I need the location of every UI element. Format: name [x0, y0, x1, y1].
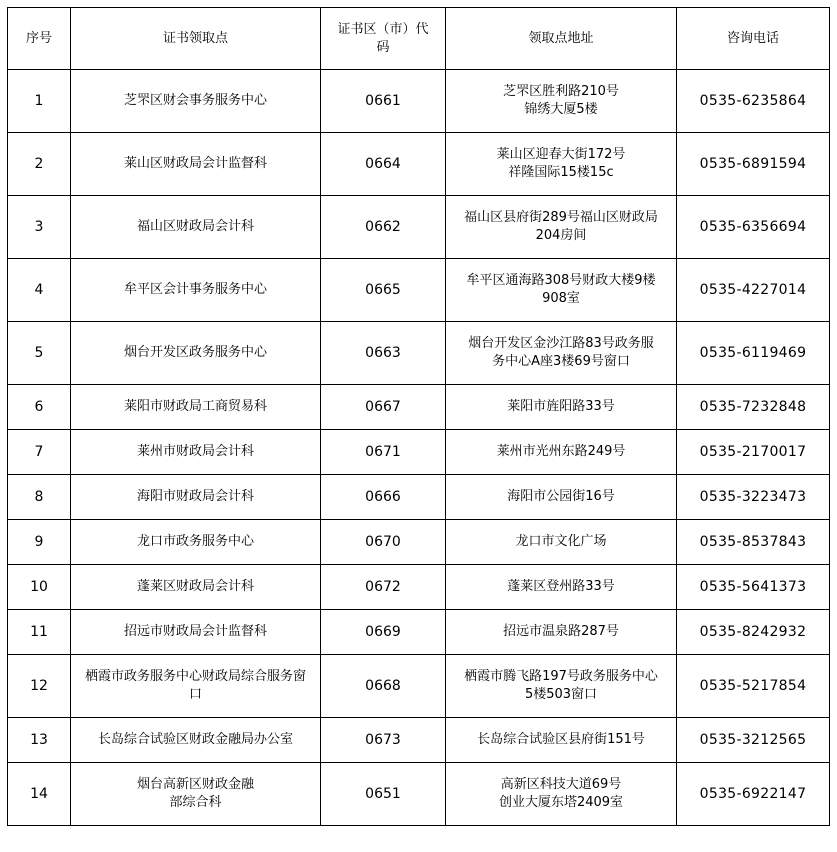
row-phone: 0535-6235864	[677, 70, 830, 133]
table-row	[8, 475, 830, 520]
row-serial-number: 5	[8, 322, 71, 385]
row-phone: 0535-3223473	[677, 475, 830, 520]
row-address	[446, 70, 677, 133]
row-address	[446, 718, 677, 763]
row-phone: 0535-6356694	[677, 196, 830, 259]
header-district-code: 证书区（市）代码	[321, 8, 446, 70]
address-line: 高新区科技大道69号	[500, 777, 622, 792]
address-line: 莱山区迎春大街172号	[496, 147, 626, 162]
row-district-code: 0661	[321, 70, 446, 133]
row-pickup-point: 蓬莱区财政局会计科	[71, 565, 321, 610]
row-serial-number: 11	[8, 610, 71, 655]
row-district-code: 0670	[321, 520, 446, 565]
row-pickup-point: 招远市财政局会计监督科	[71, 610, 321, 655]
address-line: 莱阳市旌阳路33号	[507, 399, 615, 414]
row-serial-number: 4	[8, 259, 71, 322]
row-address	[446, 565, 677, 610]
address-line: 祥隆国际15楼15c	[508, 165, 614, 180]
row-phone: 0535-4227014	[677, 259, 830, 322]
table-row	[8, 385, 830, 430]
address-line: 招远市温泉路287号	[503, 624, 619, 639]
row-address	[446, 520, 677, 565]
row-phone: 0535-5217854	[677, 655, 830, 718]
row-serial-number: 12	[8, 655, 71, 718]
table-row	[8, 322, 830, 385]
address-line: 务中心A座3楼69号窗口	[492, 354, 630, 369]
row-district-code: 0673	[321, 718, 446, 763]
row-pickup-point: 烟台开发区政务服务中心	[71, 322, 321, 385]
address-line: 蓬莱区登州路33号	[507, 579, 615, 594]
row-district-code: 0669	[321, 610, 446, 655]
address-line: 牟平区通海路308号财政大楼9楼	[466, 273, 656, 288]
address-line: 芝罘区胜利路210号	[503, 84, 619, 99]
header-serial-number: 序号	[8, 8, 71, 70]
row-phone: 0535-3212565	[677, 718, 830, 763]
row-address	[446, 475, 677, 520]
row-district-code: 0672	[321, 565, 446, 610]
table-row	[8, 763, 830, 826]
row-pickup-point: 莱州市财政局会计科	[71, 430, 321, 475]
row-serial-number: 9	[8, 520, 71, 565]
address-line: 莱州市光州东路249号	[496, 444, 626, 459]
header-address: 领取点地址	[446, 8, 677, 70]
table-row	[8, 70, 830, 133]
row-address	[446, 385, 677, 430]
address-line: 烟台开发区金沙江路83号政务服	[468, 336, 654, 351]
row-phone: 0535-6922147	[677, 763, 830, 826]
row-phone: 0535-8537843	[677, 520, 830, 565]
row-serial-number: 2	[8, 133, 71, 196]
table-row	[8, 196, 830, 259]
address-line: 5楼503窗口	[524, 687, 598, 702]
certificate-pickup-table	[7, 7, 830, 826]
address-line: 创业大厦东塔2409室	[498, 795, 624, 810]
row-address	[446, 259, 677, 322]
header-pickup-point: 证书领取点	[71, 8, 321, 70]
table-body	[8, 70, 830, 826]
row-address	[446, 655, 677, 718]
row-district-code: 0667	[321, 385, 446, 430]
row-pickup-point: 长岛综合试验区财政金融局办公室	[71, 718, 321, 763]
address-line: 龙口市文化广场	[515, 534, 607, 549]
row-phone: 0535-2170017	[677, 430, 830, 475]
table-row	[8, 565, 830, 610]
row-pickup-point: 芝罘区财会事务服务中心	[71, 70, 321, 133]
row-district-code: 0664	[321, 133, 446, 196]
row-serial-number: 10	[8, 565, 71, 610]
row-address	[446, 196, 677, 259]
table-row	[8, 259, 830, 322]
row-serial-number: 7	[8, 430, 71, 475]
table-row	[8, 718, 830, 763]
row-pickup-point: 莱阳市财政局工商贸易科	[71, 385, 321, 430]
table-row	[8, 655, 830, 718]
row-pickup-point: 栖霞市政务服务中心财政局综合服务窗 口	[71, 655, 321, 718]
row-pickup-point: 莱山区财政局会计监督科	[71, 133, 321, 196]
row-pickup-point: 龙口市政务服务中心	[71, 520, 321, 565]
row-phone: 0535-5641373	[677, 565, 830, 610]
row-address	[446, 133, 677, 196]
address-line: 908室	[542, 291, 580, 306]
row-pickup-point: 福山区财政局会计科	[71, 196, 321, 259]
row-serial-number: 1	[8, 70, 71, 133]
row-serial-number: 14	[8, 763, 71, 826]
row-serial-number: 3	[8, 196, 71, 259]
table-row	[8, 430, 830, 475]
row-pickup-point: 牟平区会计事务服务中心	[71, 259, 321, 322]
row-district-code: 0671	[321, 430, 446, 475]
row-address	[446, 430, 677, 475]
row-district-code: 0662	[321, 196, 446, 259]
row-district-code: 0668	[321, 655, 446, 718]
row-district-code: 0663	[321, 322, 446, 385]
row-serial-number: 13	[8, 718, 71, 763]
row-district-code: 0665	[321, 259, 446, 322]
address-line: 海阳市公园街16号	[507, 489, 615, 504]
row-phone: 0535-7232848	[677, 385, 830, 430]
table-row	[8, 610, 830, 655]
row-serial-number: 6	[8, 385, 71, 430]
row-serial-number: 8	[8, 475, 71, 520]
row-phone: 0535-6891594	[677, 133, 830, 196]
header-phone: 咨询电话	[677, 8, 830, 70]
address-line: 长岛综合试验区县府街151号	[477, 732, 645, 747]
address-line: 栖霞市腾飞路197号政务服务中心	[464, 669, 658, 684]
row-address	[446, 763, 677, 826]
table-row	[8, 520, 830, 565]
address-line: 锦绣大厦5楼	[524, 102, 598, 117]
row-address	[446, 610, 677, 655]
row-district-code: 0651	[321, 763, 446, 826]
row-address	[446, 322, 677, 385]
table-header-row	[8, 8, 830, 70]
row-phone: 0535-8242932	[677, 610, 830, 655]
row-pickup-point: 烟台高新区财政金融 部综合科	[71, 763, 321, 826]
row-pickup-point: 海阳市财政局会计科	[71, 475, 321, 520]
address-line: 福山区县府街289号福山区财政局	[464, 210, 658, 225]
table-row	[8, 133, 830, 196]
address-line: 204房间	[535, 228, 587, 243]
row-phone: 0535-6119469	[677, 322, 830, 385]
row-district-code: 0666	[321, 475, 446, 520]
